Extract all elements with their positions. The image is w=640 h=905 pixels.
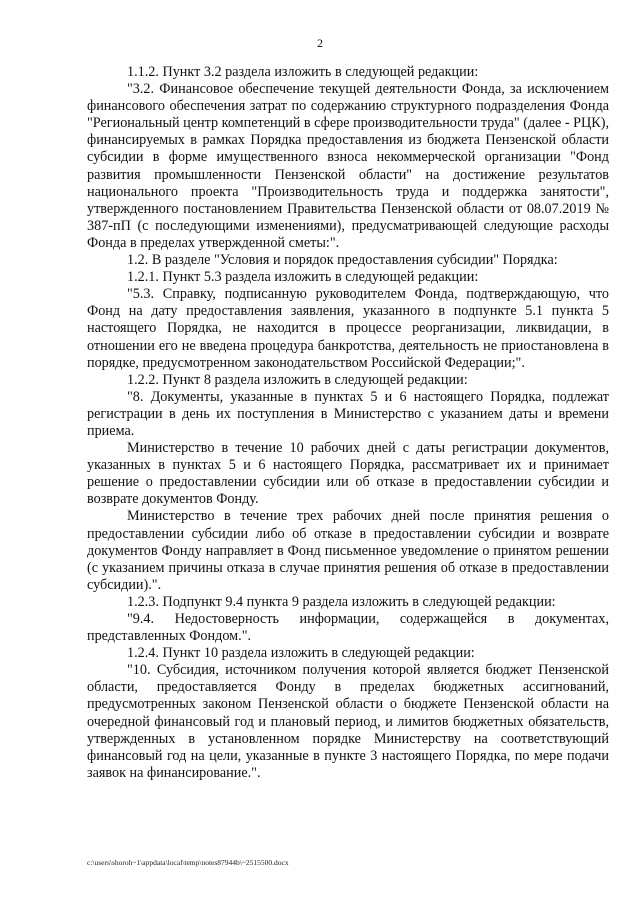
paragraph-8-text: "8. Документы, указанные в пунктах 5 и 6 настоящего Порядка, подлежат регистрации в день их поступления в Министерство с указанием даты и времени приема. (87, 388, 609, 439)
paragraph-10-text: "10. Субсидия, источником получения которой является бюджет Пензенской области, предоставляется Фонду в пределах бюджетных ассигнований, предусмотренных законом Пензенской области о бюджете Пензенской области на очередной финансовый год и плановый период, и лимитов бюджетных обязательств, утвержденных в установленном порядке Министерству на соответствующий финансовый год на цели, указанные в пункте 3 настоящего Порядка, по мере подачи заявок на финансирование.". (87, 662, 609, 781)
paragraph-1-2-1: 1.2.1. Пункт 5.3 раздела изложить в следующей редакции: (127, 269, 479, 286)
paragraph-ministry-10-days: Министерство в течение 10 рабочих дней с даты регистрации документов, указанных в пунктах 5 и 6 настоящего Порядка, рассматривает их и принимает решение о предоставлении субсидии или об отказе в предоставлении субсидии и возврате документов Фонду. (87, 440, 609, 508)
file-path-footer: c:\users\shoroh~1\appdata\local\temp\notes87944b\~2515500.docx (87, 858, 289, 867)
paragraph-1-2: 1.2. В разделе "Условия и порядок предоставления субсидии" Порядка: (127, 252, 558, 269)
paragraph-9-4-text: "9.4. Недостоверность информации, содержащейся в документах, представленных Фондом.". (87, 611, 609, 645)
paragraph-1-1-2: 1.1.2. Пункт 3.2 раздела изложить в следующей редакции: (127, 64, 479, 80)
paragraph-1-2-2: 1.2.2. Пункт 8 раздела изложить в следующей редакции: (127, 371, 468, 388)
paragraph-3-2-text: "3.2. Финансовое обеспечение текущей деятельности Фонда, за исключением финансового обеспечения затрат по содержанию структурного подразделения Фонда "Региональный центр компетенций в сфере производительности труда" (далее - РЦК), финансируемых в рамках Порядка предоставления из бюджета Пензенской области субсидии в форме имущественного взноса некоммерческой организации "Фонд развития промышленности Пензенской области" на достижение результатов национального проекта "Производительность труда и поддержка занятости", утвержденного постановлением Правительства Пензенской области от 08.07.2019 № 387-пП (с последующими изменениями), предусматривающей следующие расходы Фонда в пределах утвержденной сметы:". (87, 81, 609, 251)
paragraph-ministry-3-days: Министерство в течение трех рабочих дней после принятия решения о предоставлении субсидии либо об отказе в предоставлении субсидии и возврате документов Фонду направляет в Фонд письменное уведомление о принятом решении (с указанием причины отказа в случае принятия решения об отказе в предоставлении субсидии).". (87, 508, 609, 593)
paragraph-5-3-text: "5.3. Справку, подписанную руководителем Фонда, подтверждающую, что Фонд на дату предоставления заявления, указанного в подпункте 5.1 пункта 5 настоящего Порядка, не находится в процессе реорганизации, ликвидации, в отношении его не введена процедура банкротства, деятельность не приостановлена в порядке, предусмотренном законодательством Российской Федерации;". (87, 286, 609, 371)
paragraph-1-2-3: 1.2.3. Подпункт 9.4 пункта 9 раздела изложить в следующей редакции: (127, 593, 556, 610)
paragraph-1-2-4: 1.2.4. Пункт 10 раздела изложить в следующей редакции: (127, 645, 475, 662)
page-number: 2 (317, 36, 323, 50)
document-body (87, 64, 609, 782)
